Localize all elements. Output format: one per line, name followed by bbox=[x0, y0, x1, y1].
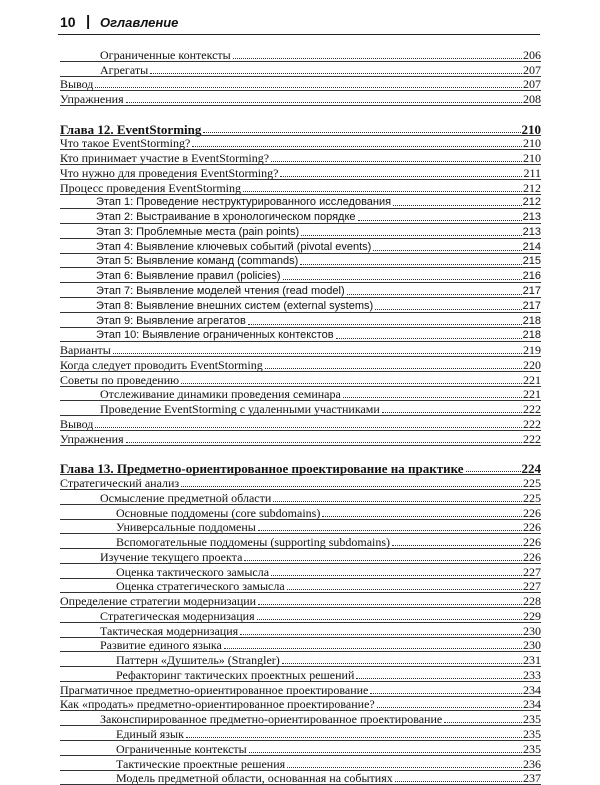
toc-entry-title: Развитие единого языка bbox=[100, 638, 222, 653]
toc-entry-title: Этап 6: Выявление правил (policies) bbox=[96, 270, 281, 283]
toc-entry bbox=[60, 652, 541, 667]
toc-entry bbox=[60, 224, 541, 239]
toc-dot-leader bbox=[377, 707, 522, 708]
toc-entry-title: Этап 10: Выявление ограниченных контекстов bbox=[96, 329, 334, 342]
toc-entry bbox=[60, 711, 541, 726]
toc-entry bbox=[60, 136, 541, 151]
toc-entry bbox=[60, 638, 541, 653]
toc-entry-title: Этап 1: Проведение неструктурированного исследования bbox=[96, 196, 392, 209]
toc-entry bbox=[60, 593, 541, 608]
toc-page-number: 210 bbox=[521, 121, 541, 137]
header-separator: | bbox=[86, 13, 91, 30]
table-of-contents bbox=[60, 47, 541, 785]
toc-dot-leader bbox=[192, 146, 522, 147]
toc-entry-title: Определение стратегии модернизации bbox=[60, 594, 257, 609]
toc-entry-title: Этап 7: Выявление моделей чтения (read model) bbox=[96, 285, 345, 298]
toc-dot-leader bbox=[95, 427, 522, 428]
toc-page-number: 235 bbox=[523, 726, 541, 741]
toc-entry-title: Законспирированное предметно-ориентированное проектирование bbox=[100, 712, 443, 727]
toc-entry bbox=[60, 756, 541, 771]
toc-dot-leader bbox=[181, 383, 522, 384]
toc-page-number: 236 bbox=[523, 756, 541, 771]
toc-dot-leader bbox=[392, 545, 522, 546]
toc-page-number: 222 bbox=[523, 402, 541, 417]
toc-dot-leader bbox=[375, 309, 521, 310]
toc-entry-title: Что такое EventStorming? bbox=[60, 136, 191, 151]
toc-page-number: 215 bbox=[522, 255, 541, 268]
toc-page-number: 211 bbox=[523, 165, 541, 180]
toc-dot-leader bbox=[113, 353, 522, 354]
toc-entry-title: Тактическая модернизация bbox=[100, 623, 239, 638]
toc-entry-title: Рефакторинг тактических проектных решений bbox=[116, 667, 355, 682]
toc-entry-title: Вывод bbox=[60, 416, 94, 431]
toc-entry bbox=[60, 387, 541, 402]
toc-entry-title: Тактические проектные решения bbox=[116, 756, 286, 771]
toc-dot-leader bbox=[181, 486, 522, 487]
toc-entry-title: Этап 4: Выявление ключевых событий (pivotal events) bbox=[96, 240, 372, 253]
toc-page-number: 210 bbox=[523, 136, 541, 151]
toc-dot-leader bbox=[258, 530, 522, 531]
toc-entry-title: Стратегическая модернизация bbox=[100, 608, 255, 623]
toc-entry-title: Единый язык bbox=[116, 726, 184, 741]
toc-page-number: 222 bbox=[523, 431, 541, 446]
toc-dot-leader bbox=[466, 471, 521, 472]
toc-page-number: 220 bbox=[523, 357, 541, 372]
toc-gap bbox=[60, 106, 541, 121]
toc-entry-title: Глава 13. Предметно-ориентированное проектирование на практике bbox=[60, 461, 464, 477]
toc-page-number: 213 bbox=[522, 211, 541, 224]
toc-entry-title: Упражнения bbox=[60, 92, 124, 107]
toc-entry-title: Оценка стратегического замысла bbox=[116, 579, 285, 594]
toc-entry-title: Стратегический анализ bbox=[60, 475, 180, 490]
toc-dot-leader bbox=[265, 368, 522, 369]
toc-page-number: 235 bbox=[523, 712, 541, 727]
toc-entry bbox=[60, 771, 541, 785]
toc-dot-leader bbox=[203, 132, 520, 133]
toc-dot-leader bbox=[95, 87, 522, 88]
toc-dot-leader bbox=[343, 397, 522, 398]
toc-dot-leader bbox=[287, 767, 522, 768]
toc-entry-title: Этап 2: Выстраивание в хронологическом порядке bbox=[96, 211, 356, 224]
toc-dot-leader bbox=[370, 693, 522, 694]
toc-page-number: 233 bbox=[523, 667, 541, 682]
toc-page-number: 235 bbox=[523, 741, 541, 756]
toc-entry bbox=[60, 741, 541, 756]
toc-row-rule bbox=[60, 445, 541, 446]
toc-entry bbox=[60, 150, 541, 165]
toc-page-number: 206 bbox=[523, 47, 541, 62]
toc-entry bbox=[60, 91, 541, 106]
toc-entry-title: Этап 3: Проблемные места (pain points) bbox=[96, 225, 300, 238]
toc-dot-leader bbox=[282, 663, 522, 664]
toc-entry-title: Вспомогательные поддомены (supporting subdomains) bbox=[116, 535, 391, 550]
toc-page-number: 234 bbox=[523, 682, 541, 697]
toc-dot-leader bbox=[150, 73, 522, 74]
toc-dot-leader bbox=[186, 737, 522, 738]
toc-dot-leader bbox=[249, 752, 522, 753]
toc-dot-leader bbox=[301, 235, 521, 236]
toc-page-number: 210 bbox=[523, 151, 541, 166]
toc-dot-leader bbox=[126, 442, 522, 443]
toc-chapter-heading bbox=[60, 121, 541, 136]
toc-entry bbox=[60, 209, 541, 224]
toc-entry bbox=[60, 283, 541, 298]
toc-page-number: 228 bbox=[523, 594, 541, 609]
toc-entry-title: Что нужно для проведения EventStorming? bbox=[60, 165, 279, 180]
toc-dot-leader bbox=[373, 250, 521, 251]
toc-page-number: 225 bbox=[523, 490, 541, 505]
toc-entry-title: Проведение EventStorming с удаленными участниками bbox=[100, 402, 380, 417]
toc-entry-title: Оценка тактического замысла bbox=[116, 564, 270, 579]
toc-entry bbox=[60, 165, 541, 180]
toc-entry bbox=[60, 579, 541, 594]
toc-page-number: 230 bbox=[523, 638, 541, 653]
toc-page-number: 234 bbox=[523, 697, 541, 712]
toc-entry-title: Ограниченные контексты bbox=[116, 741, 247, 756]
toc-dot-leader bbox=[395, 781, 522, 782]
toc-dot-leader bbox=[322, 516, 522, 517]
toc-entry bbox=[60, 401, 541, 416]
toc-entry-title: Советы по проведению bbox=[60, 372, 180, 387]
toc-entry-title: Отслеживание динамики проведения семинара bbox=[100, 387, 341, 402]
toc-entry-title: Ограниченные контексты bbox=[100, 47, 231, 62]
toc-entry bbox=[60, 682, 541, 697]
toc-entry bbox=[60, 726, 541, 741]
toc-entry-title: Когда следует проводить EventStorming bbox=[60, 357, 263, 372]
toc-entry bbox=[60, 549, 541, 564]
toc-dot-leader bbox=[300, 264, 521, 265]
toc-dot-leader bbox=[356, 678, 522, 679]
toc-entry bbox=[60, 416, 541, 431]
toc-page-number: 225 bbox=[523, 475, 541, 490]
toc-page-number: 221 bbox=[523, 387, 541, 402]
toc-dot-leader bbox=[273, 501, 522, 502]
toc-entry bbox=[60, 313, 541, 328]
toc-entry bbox=[60, 667, 541, 682]
toc-entry bbox=[60, 328, 541, 343]
toc-page-number: 213 bbox=[522, 225, 541, 238]
toc-dot-leader bbox=[382, 412, 522, 413]
toc-entry-title: Модель предметной области, основанная на событиях bbox=[116, 771, 393, 785]
toc-page-number: 226 bbox=[523, 549, 541, 564]
toc-entry bbox=[60, 520, 541, 535]
toc-entry bbox=[60, 475, 541, 490]
toc-page-number: 222 bbox=[523, 416, 541, 431]
toc-page-number: 217 bbox=[522, 285, 541, 298]
toc-page-number: 221 bbox=[523, 372, 541, 387]
toc-dot-leader bbox=[271, 575, 522, 576]
toc-entry bbox=[60, 534, 541, 549]
running-header bbox=[58, 14, 540, 35]
toc-entry-title: Универсальные поддомены bbox=[116, 520, 256, 535]
toc-page-number: 208 bbox=[523, 92, 541, 107]
toc-page-number: 219 bbox=[523, 343, 541, 358]
toc-dot-leader bbox=[258, 604, 522, 605]
toc-page-number: 218 bbox=[522, 329, 541, 342]
toc-dot-leader bbox=[444, 722, 522, 723]
toc-entry bbox=[60, 623, 541, 638]
toc-dot-leader bbox=[126, 102, 522, 103]
toc-entry bbox=[60, 608, 541, 623]
toc-dot-leader bbox=[393, 205, 522, 206]
toc-entry bbox=[60, 268, 541, 283]
toc-entry bbox=[60, 298, 541, 313]
toc-entry bbox=[60, 47, 541, 62]
toc-entry bbox=[60, 490, 541, 505]
toc-page-number: 226 bbox=[523, 520, 541, 535]
toc-page-number: 216 bbox=[522, 270, 541, 283]
toc-entry-title: Агрегаты bbox=[100, 62, 149, 77]
toc-dot-leader bbox=[233, 58, 522, 59]
toc-page-number: 227 bbox=[523, 579, 541, 594]
toc-entry-title: Этап 9: Выявление агрегатов bbox=[96, 314, 246, 327]
toc-entry bbox=[60, 239, 541, 254]
toc-entry bbox=[60, 505, 541, 520]
toc-entry bbox=[60, 564, 541, 579]
toc-dot-leader bbox=[283, 279, 522, 280]
toc-entry-title: Осмысление предметной области bbox=[100, 490, 272, 505]
toc-page-number: 226 bbox=[523, 505, 541, 520]
toc-page-number: 207 bbox=[523, 77, 541, 92]
toc-entry bbox=[60, 431, 541, 446]
toc-page-number: 231 bbox=[523, 653, 541, 668]
toc-entry-title: Процесс проведения EventStorming bbox=[60, 180, 242, 195]
toc-dot-leader bbox=[244, 560, 522, 561]
toc-dot-leader bbox=[257, 619, 522, 620]
toc-entry-title: Паттерн «Душитель» (Strangler) bbox=[116, 653, 280, 668]
toc-dot-leader bbox=[336, 338, 522, 339]
toc-page-number: 237 bbox=[523, 771, 541, 785]
toc-dot-leader bbox=[224, 648, 522, 649]
toc-entry-title: Глава 12. EventStorming bbox=[60, 121, 202, 137]
toc-page-number: 224 bbox=[521, 461, 541, 477]
header-title: Оглавление bbox=[100, 15, 179, 30]
toc-entry-title: Прагматичное предметно-ориентированное проектирование bbox=[60, 682, 369, 697]
toc-entry-title: Как «продать» предметно-ориентированное проектирование? bbox=[60, 697, 375, 712]
toc-entry bbox=[60, 697, 541, 712]
toc-dot-leader bbox=[358, 220, 522, 221]
toc-page-number: 218 bbox=[522, 314, 541, 327]
toc-entry-title: Этап 8: Выявление внешних систем (external systems) bbox=[96, 299, 374, 312]
toc-entry bbox=[60, 180, 541, 195]
toc-page-number: 207 bbox=[523, 62, 541, 77]
toc-entry bbox=[60, 342, 541, 357]
toc-entry-title: Вывод bbox=[60, 77, 94, 92]
toc-dot-leader bbox=[280, 176, 522, 177]
toc-page-number: 227 bbox=[523, 564, 541, 579]
toc-dot-leader bbox=[248, 324, 522, 325]
toc-page-number: 214 bbox=[522, 240, 541, 253]
toc-page-number: 226 bbox=[523, 535, 541, 550]
toc-page-number: 229 bbox=[523, 608, 541, 623]
toc-entry bbox=[60, 254, 541, 269]
toc-entry-title: Изучение текущего проекта bbox=[100, 549, 243, 564]
toc-page-number: 217 bbox=[522, 299, 541, 312]
toc-row-rule bbox=[60, 105, 541, 106]
toc-entry bbox=[60, 77, 541, 92]
toc-page-number: 212 bbox=[523, 180, 541, 195]
toc-chapter-heading bbox=[60, 460, 541, 475]
toc-dot-leader bbox=[347, 294, 522, 295]
toc-entry bbox=[60, 62, 541, 77]
toc-dot-leader bbox=[287, 589, 522, 590]
toc-page-number: 230 bbox=[523, 623, 541, 638]
toc-entry-title: Основные поддомены (core subdomains) bbox=[116, 505, 321, 520]
toc-entry-title: Варианты bbox=[60, 343, 111, 358]
toc-entry-title: Кто принимает участие в EventStorming? bbox=[60, 151, 270, 166]
page-number: 10 bbox=[60, 14, 76, 30]
toc-dot-leader bbox=[271, 161, 522, 162]
toc-dot-leader bbox=[240, 634, 522, 635]
toc-entry-title: Упражнения bbox=[60, 431, 124, 446]
toc-dot-leader bbox=[243, 191, 522, 192]
toc-entry-title: Этап 5: Выявление команд (commands) bbox=[96, 255, 299, 268]
toc-entry bbox=[60, 372, 541, 387]
toc-entry bbox=[60, 357, 541, 372]
toc-page-number: 212 bbox=[522, 196, 541, 209]
toc-gap bbox=[60, 446, 541, 461]
toc-entry bbox=[60, 195, 541, 210]
